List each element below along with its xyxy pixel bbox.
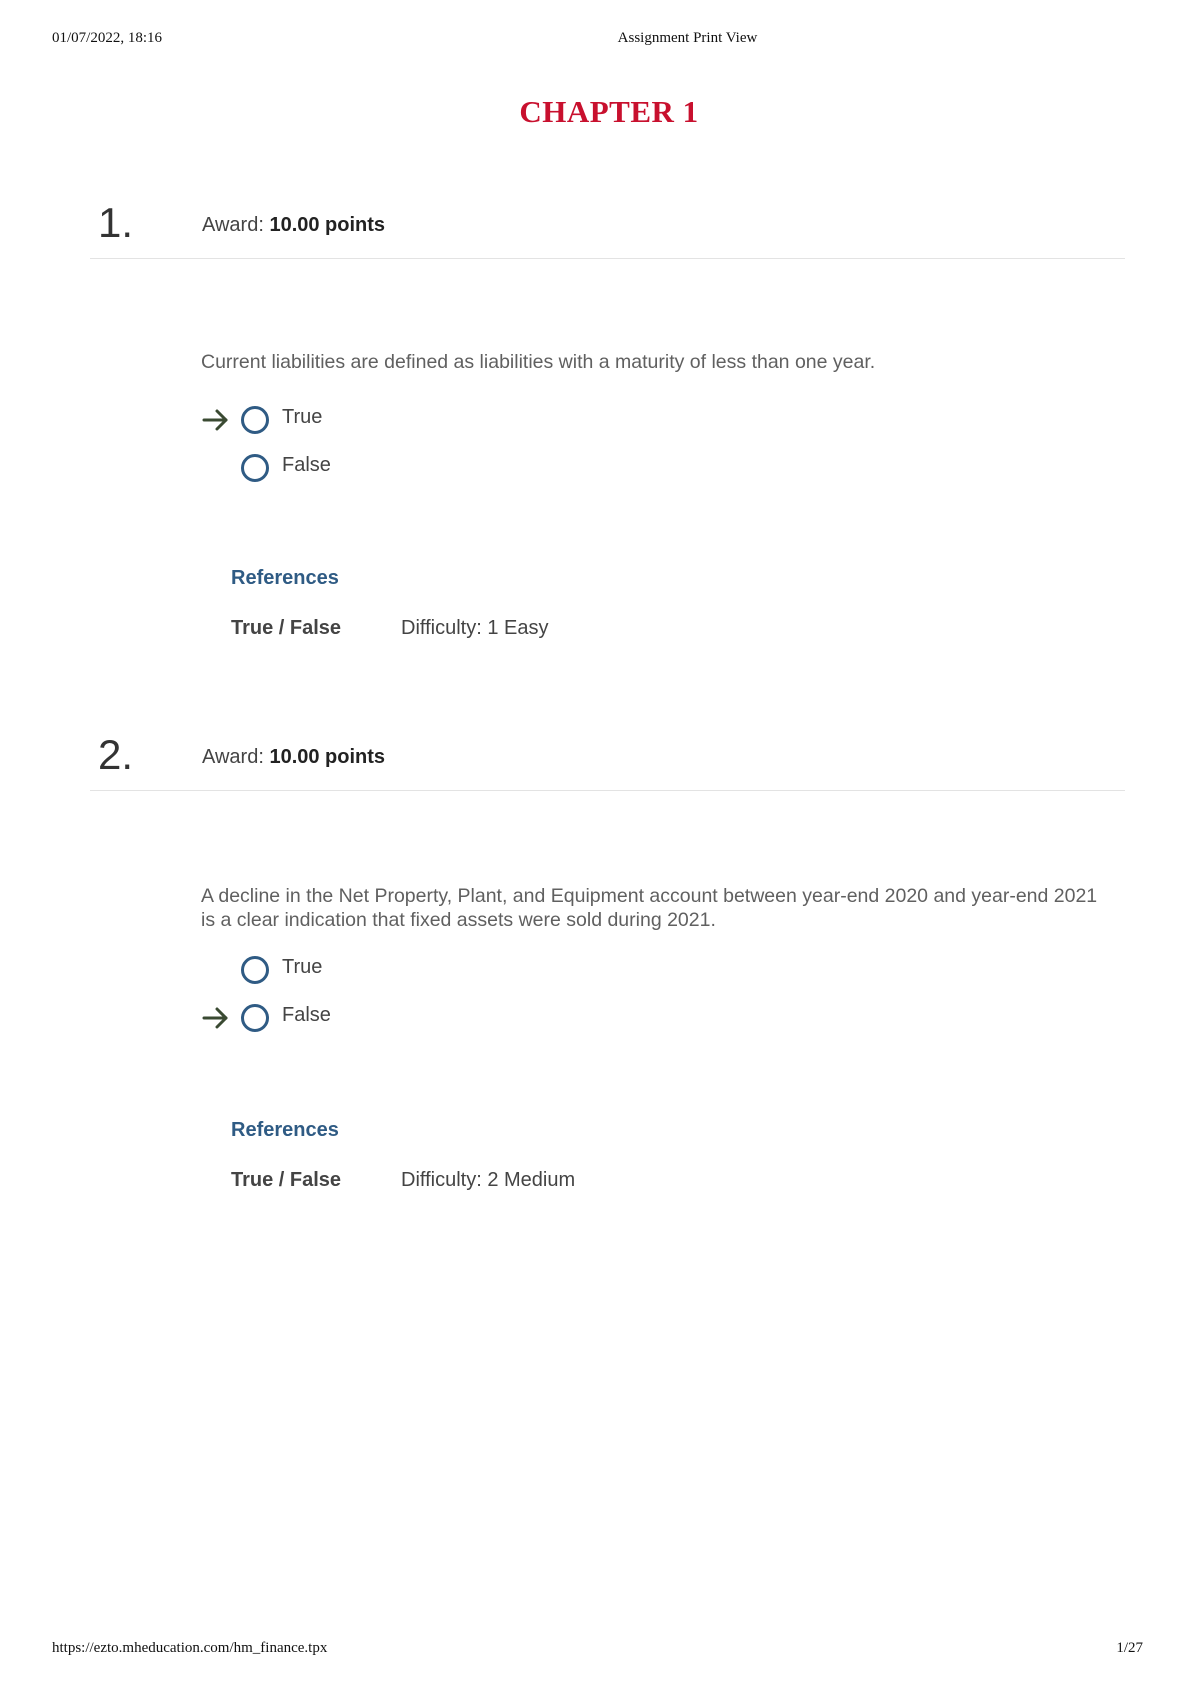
- question-1: [0, 199, 1190, 662]
- option-label: False: [282, 454, 331, 476]
- award-label: Award:: [202, 746, 264, 768]
- option-label: True: [282, 406, 323, 428]
- chapter-title: CHAPTER 1: [519, 94, 699, 129]
- references-heading: References: [231, 567, 339, 589]
- radio-circle-icon[interactable]: [241, 454, 269, 482]
- reference-difficulty: Difficulty: 1 Easy: [401, 617, 549, 639]
- arrow-right-icon: [202, 408, 230, 432]
- award: [202, 214, 385, 237]
- radio-circle-icon[interactable]: [241, 1004, 269, 1032]
- question-2: [0, 731, 1190, 1214]
- award-value: 10.00 points: [269, 746, 386, 768]
- option-label: False: [282, 1004, 331, 1026]
- award: [202, 746, 385, 769]
- question-text: A decline in the Net Property, Plant, and Equipment account between year-end 2020 and year-end 2021 is a clear indication that fixed assets were sold during 2021.: [201, 885, 1098, 931]
- option-false[interactable]: [200, 450, 600, 486]
- award-label: Award:: [202, 214, 264, 236]
- question-divider: [90, 790, 1125, 791]
- option-true[interactable]: [200, 402, 600, 438]
- page-number: 1/27: [1116, 1640, 1143, 1656]
- question-number: 2.: [98, 731, 134, 778]
- reference-type: True / False: [231, 617, 342, 639]
- question-number: 1.: [98, 199, 134, 246]
- question-divider: [90, 258, 1125, 259]
- print-datetime: 01/07/2022, 18:16: [52, 30, 163, 46]
- radio-circle-icon[interactable]: [241, 956, 269, 984]
- arrow-right-icon: [202, 1006, 230, 1030]
- print-title: Assignment Print View: [617, 30, 758, 46]
- question-text: Current liabilities are defined as liabilities with a maturity of less than one year.: [201, 351, 876, 373]
- reference-difficulty: Difficulty: 2 Medium: [401, 1169, 576, 1191]
- option-true[interactable]: [200, 952, 600, 988]
- option-label: True: [282, 956, 323, 978]
- print-url: https://ezto.mheducation.com/hm_finance.tpx: [52, 1640, 328, 1656]
- reference-type: True / False: [231, 1169, 342, 1191]
- option-false[interactable]: [200, 1000, 600, 1036]
- references-heading: References: [231, 1119, 339, 1141]
- radio-circle-icon[interactable]: [241, 406, 269, 434]
- award-value: 10.00 points: [269, 214, 386, 236]
